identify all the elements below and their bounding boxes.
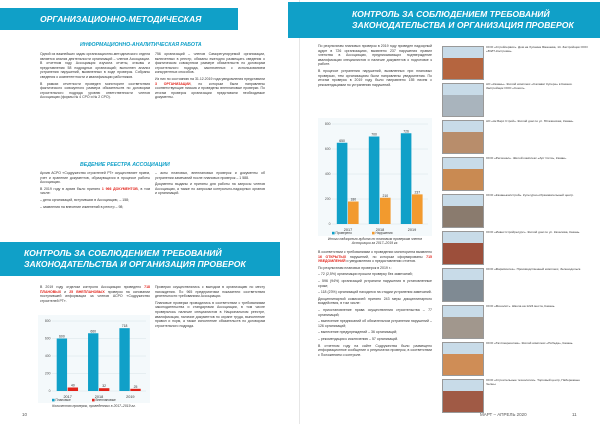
paragraph: 756 организаций – членов Саморегулируемой организации, включенных в реестр, обязаны ежегодно размещать сведения о фактическом совокупном размере обязательств по договорам строительного подряда, заключенных с использованием конкурентных способов. <box>155 52 265 75</box>
text-column-1 <box>40 52 150 102</box>
photo-caption: АО «Ак Барс Строй». Жилой дом по ул. Ютазинская, Казань. <box>486 119 574 123</box>
bar <box>99 388 109 391</box>
paragraph: В отчетном году на сайте Содружества было размещено информационное сообщение о результатах проверок, в соответствии с Положением о контроле. <box>318 343 432 357</box>
y-tick-label: 400 <box>324 172 331 177</box>
data-label: 660 <box>90 329 97 334</box>
y-tick-label: 600 <box>44 336 51 341</box>
data-label: 32 <box>102 384 107 389</box>
x-tick-label: 2018 <box>375 228 385 232</box>
text-run: проверок на основании поступившей информации за членов АСРО «Содружество строителей РТ». <box>40 289 150 303</box>
paragraph <box>40 285 150 303</box>
bar <box>88 333 98 391</box>
y-tick-label: 800 <box>324 122 331 127</box>
legend-swatch <box>332 232 335 235</box>
x-tick-label: 2017 <box>63 395 72 399</box>
photo-sky <box>443 380 483 391</box>
data-label: 25 <box>133 384 138 389</box>
registry-column-1 <box>40 171 150 211</box>
text-run: Из них по состоянию на 31.12.2019 года уведомления представили <box>155 76 265 81</box>
data-label: 237 <box>414 190 421 195</box>
paragraph: Одной из важнейших задач организационно-методического отдела является анализ деятельности организаций – членов Ассоциации. В отчетном году Ассоциация изучила отчеты, отзывы и представления 58 подрядных организаций; выполнен анализ устранения нарушений, выявленных в ходе проверок. Собраны сведения о компетентности и квалификации работников. <box>40 52 150 79</box>
paragraph: Документы выданы и приняты для работы на запросы членов Ассоциации, а также по запросам контрольно-надзорных органов и организаций. <box>155 182 265 196</box>
legend-label: Плановые <box>55 398 71 403</box>
control-column-2 <box>155 285 265 330</box>
photo-sky <box>443 195 483 206</box>
photo-sky <box>443 121 483 132</box>
photo-caption: ООО «Фармсинтез». Производственный комплекс, Зеленодольск. <box>486 267 582 271</box>
bar <box>130 389 140 391</box>
list-item: – рекомендация к исключению – 57 организаций. <box>318 336 399 341</box>
paragraph: Проверки осуществлялись с выездом в организацию по месту нахождения. По 965 предприятиям показатели соответствия деятельности требованиям Ассоциации. <box>155 285 265 299</box>
right-text-top <box>318 44 432 89</box>
legend-swatch <box>52 399 55 402</box>
chart-caption: Итоги надзорного аудита по плановым проверкам членов Ассоциации за 2017–2019 гг. <box>327 237 423 246</box>
data-label: 718 <box>121 324 128 329</box>
building-photo <box>442 342 484 376</box>
text-run: , в том числе: <box>40 186 150 196</box>
building-photo <box>442 194 484 228</box>
text-run: В 2019 году отделом контроля Ассоциации проведено <box>40 285 142 289</box>
text-run: и <box>64 289 67 294</box>
list-item: – вынесение предписаний об обязательном устранении нарушений – 126 организаций; <box>318 319 432 328</box>
control-column-1 <box>40 285 150 305</box>
photo-caption: ООО «Инвестстройресурс». Жилой дом по ул. Качалова, Казань. <box>486 230 581 234</box>
section-banner-org-method: ОРГАНИЗАЦИОННО-МЕТОДИЧЕСКАЯ РАБОТА <box>0 8 238 30</box>
text-column-2 <box>155 52 265 102</box>
photo-sky <box>443 343 483 354</box>
bar <box>348 202 359 225</box>
registry-column-2 <box>155 171 265 198</box>
data-label: 600 <box>59 334 65 339</box>
photo-sky <box>443 306 483 317</box>
legend-swatch <box>92 399 95 402</box>
text-run: и уведомления о предоставлении отчетов. <box>346 259 416 264</box>
highlight-docs: 1 966 ДОКУМЕНТОВ <box>101 186 138 191</box>
section-banner-control <box>0 242 280 276</box>
bar <box>119 328 129 391</box>
y-tick-label: 200 <box>44 371 51 376</box>
paragraph: В процессе устранения нарушений, выявленных при плановых проверках, тем организациям были направлены уведомления. По итогам проверок в 2019 году было направлено 155 писем с рекомендациями по устранению нарушений. <box>318 68 432 87</box>
bar <box>401 133 412 224</box>
list-item: – заявления на внесение изменений в реестр – 98; <box>40 204 124 209</box>
building-photo <box>442 46 484 80</box>
list-item: – 596 (94%) организаций устранили нарушения в установленные сроки; <box>318 278 432 288</box>
legend-label: Нарушения <box>375 231 393 236</box>
banner-line: КОНТРОЛЬ ЗА СОБЛЮДЕНИЕМ ТРЕБОВАНИЙ <box>24 248 222 258</box>
chart-audit-results <box>318 118 432 236</box>
paragraph: По результатам плановых проверок в 2019 году проведен надзорный аудит в 726 организациях, выявлено 237 нарушения правил членства в Ассоциации, предписывающих подтверждение квалификации специалистов и наличие документов о подготовке к работе. <box>318 44 432 67</box>
y-tick-label: 400 <box>44 354 51 359</box>
highlight-count: 3 ОРГАНИЗАЦИИ <box>155 81 191 86</box>
legend-swatch <box>372 232 375 235</box>
data-label: 40 <box>70 383 75 388</box>
building-photo <box>442 231 484 265</box>
banner-line: КОНТРОЛЬ ЗА СОБЛЮДЕНИЕМ ТРЕБОВАНИЙ <box>352 9 550 19</box>
data-label: 650 <box>339 138 345 143</box>
legend-label: Внеплановые <box>95 398 116 403</box>
list-item: – акты плановых, внеплановых проверок и документы об устранении замечаний после плановых проверок – 1 588. <box>155 171 265 180</box>
highlight-open: 16 ОТКРЫТЫХ <box>318 254 347 259</box>
paragraph <box>155 77 265 100</box>
paragraph: В рамках отчетности проведен мониторинг соответствия фактического совокупного размера обязательств по договорам строительного подряда уровню ответственности членов Ассоциации (формы № 4 СРО и № 2 СРО). <box>40 81 150 100</box>
building-photo <box>442 120 484 154</box>
photo-caption: АО «Казань». Жилой комплекс «Салават Купере» в Казани. Застройщик ООО «Сокол». <box>486 82 573 90</box>
list-item: – вынесение предупреждений – 36 организаций; <box>318 330 398 335</box>
banner-line: ЗАКОНОДАТЕЛЬСТВА И ОРГАНИЗАЦИЯ ПРОВЕРОК <box>352 19 574 30</box>
paragraph <box>40 187 150 196</box>
subheading-info-analytic: ИНФОРМАЦИОННО-АНАЛИТИЧЕСКАЯ РАБОТА <box>80 42 202 48</box>
bar <box>412 194 423 224</box>
right-text-bottom <box>318 250 432 359</box>
building-photo <box>442 268 484 302</box>
data-label: 700 <box>371 132 377 137</box>
x-tick-label: 2019 <box>126 395 135 399</box>
paragraph: Дисциплинарной комиссией принято 243 меры дисциплинарного воздействия, в том числе: <box>318 296 432 306</box>
highlight-unplanned: 25 ВНЕПЛАНОВЫХ <box>69 289 105 294</box>
page-number-right: 11 <box>572 412 577 417</box>
bar <box>68 388 78 392</box>
text-run: В соответствии с требованиями о проведении мониторинга выявлено <box>318 250 432 254</box>
y-tick-label: 600 <box>324 147 331 152</box>
building-photo <box>442 83 484 117</box>
issue-date: МАРТ – АПРЕЛЬ 2020 <box>480 412 527 417</box>
photo-sky <box>443 47 483 58</box>
section-banner-control-right <box>288 2 600 38</box>
photo-sky <box>443 269 483 280</box>
page-gutter <box>299 0 300 424</box>
y-tick-label: 0 <box>328 222 331 227</box>
data-label: 180 <box>350 197 357 202</box>
highlight-planned: 718 ПЛАНОВЫХ <box>40 285 150 294</box>
list-item: – дела организаций, вступивших в Ассоциацию, – 158; <box>40 197 130 202</box>
photo-sky <box>443 84 483 95</box>
photo-caption: ООО «Казаньжилстрой». Культурно-образовательный центр. <box>486 193 574 197</box>
list-item: – 72 (2,5%) организации прошли проверку без замечаний; <box>318 272 413 277</box>
bar <box>369 137 380 225</box>
bar <box>57 339 67 392</box>
data-label: 210 <box>382 193 389 198</box>
bar <box>380 198 391 224</box>
paragraph <box>318 250 432 264</box>
photo-caption: ООО «Монолит». Школа на 1224 места, Казань. <box>486 304 556 308</box>
list-item: – 118 (23%) организаций находятся на стадии устранения замечаний. <box>318 290 432 295</box>
paragraph: Плановые проверки проводились в соответствии с требованиями законодательства и стандартами Ассоциации, в том числе проверялось наличие специалистов в Национальном реестре, квалификация, наличие документов по охране труда, выполнение правил и норм, а также исполнение обязательств по договорам строительного подряда. <box>155 300 265 328</box>
text-run: нарушений, по которым сформированы <box>349 254 423 259</box>
photo-sky <box>443 232 483 243</box>
photo-caption: ООО «Татспецмонтаж». Жилой комплекс «Победа», Казань. <box>486 341 574 345</box>
subheading-registry: ВЕДЕНИЕ РЕЕСТРА АССОЦИАЦИИ <box>80 162 170 168</box>
y-tick-label: 0 <box>48 389 51 394</box>
text-run: В 2019 году в архив было принято <box>40 186 101 191</box>
page-number-left: 10 <box>22 412 28 417</box>
building-photo <box>442 379 484 413</box>
paragraph: По результатам плановых проверок в 2019 г.: <box>318 265 392 270</box>
x-tick-label: 2019 <box>407 228 417 232</box>
highlight-notices: 715 УВЕДОМЛЕНИЙ <box>318 254 432 264</box>
photo-caption: ООО «Стройсервис». Дом на Хусаина Ямашева, 14. Застройщик ООО «ЮИТ-Кострома». <box>486 45 588 53</box>
x-tick-label: 2017 <box>343 228 353 232</box>
photo-caption: ООО «Регионал». Жилой комплекс «Арт Сити», Казань. <box>486 156 567 160</box>
x-tick-label: 2018 <box>94 395 104 399</box>
chart-caption: Количество проверок, проведенных в 2017–2019 гг. <box>52 404 136 408</box>
legend-label: Проверено <box>335 231 352 236</box>
y-tick-label: 200 <box>324 197 331 202</box>
data-label: 726 <box>403 129 409 134</box>
list-item: – приостановление права осуществления строительства – 77 организаций; <box>318 307 432 317</box>
y-tick-label: 800 <box>44 319 51 324</box>
photo-caption: ООО «Строительные технологии». Торговый центр, Набережные Челны. <box>486 378 580 386</box>
text-run: , по которым были направлены соответствующие письма и проведены внеплановые проверки. По итогам проверок организации представили необходимые документы. <box>155 81 265 100</box>
chart-checks-2017-2019 <box>38 315 150 403</box>
banner-line: ЗАКОНОДАТЕЛЬСТВА И ОРГАНИЗАЦИЯ ПРОВЕРОК <box>24 258 246 269</box>
building-photo <box>442 305 484 339</box>
paragraph: Архив АСРО «Содружество строителей РТ» осуществляет прием, учет и хранение документов, образующихся в процессе работы Ассоциации. <box>40 171 150 185</box>
photo-sky <box>443 158 483 169</box>
building-photo <box>442 157 484 191</box>
bar <box>337 143 348 224</box>
